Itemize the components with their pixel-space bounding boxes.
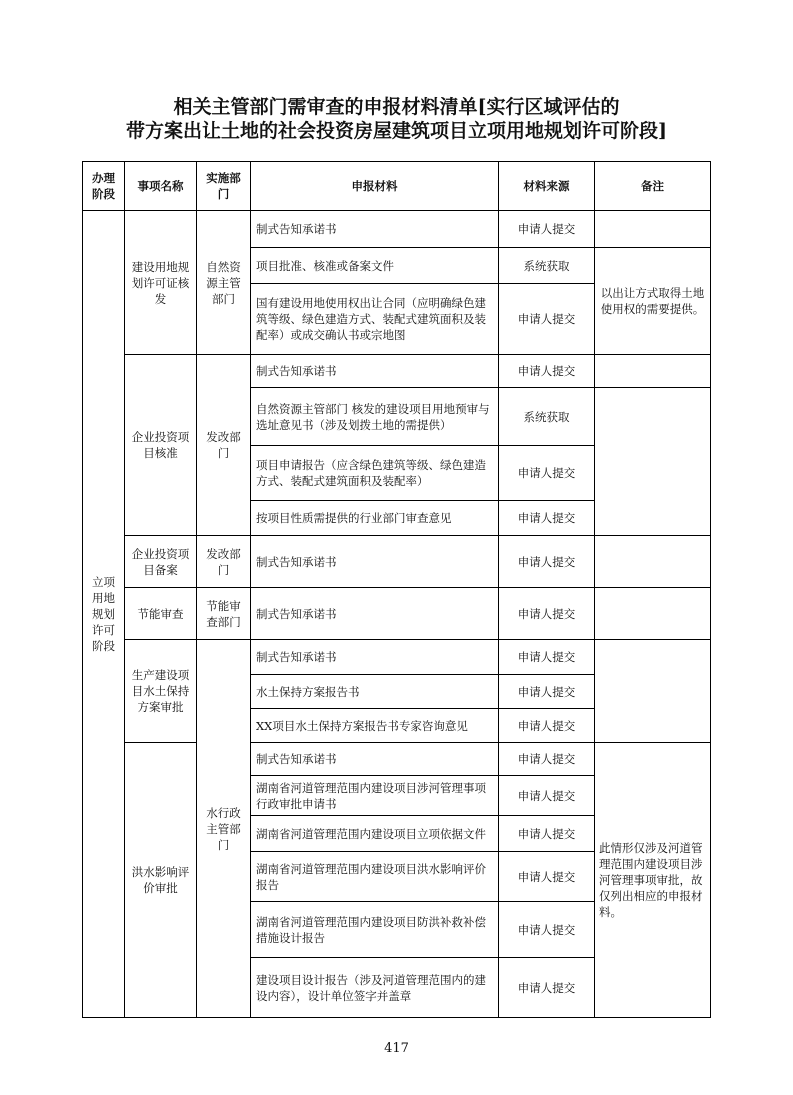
item-cell: 洪水影响评价审批: [125, 743, 197, 1018]
material-cell: 制式告知承诺书: [251, 211, 499, 248]
document-title-line1: 相关主管部门需审查的申报材料清单[实行区域评估的: [173, 96, 620, 118]
header-item: 事项名称: [125, 162, 197, 211]
material-cell: 湖南省河道管理范围内建设项目涉河管理事项行政审批申请书: [251, 776, 499, 816]
page-number: 417: [384, 1041, 409, 1056]
item-cell: 建设用地规划许可证核发: [125, 211, 197, 355]
source-cell: 申请人提交: [499, 284, 595, 355]
remark-cell-empty: [595, 388, 711, 536]
remark-cell-empty: [595, 355, 711, 388]
dept-cell: 自然资源主管部门: [197, 211, 251, 355]
material-cell: 建设项目设计报告（涉及河道管理范围内的建设内容），设计单位签字并盖章: [251, 958, 499, 1018]
header-source: 材料来源: [499, 162, 595, 211]
material-cell: 湖南省河道管理范围内建设项目防洪补救补偿措施设计报告: [251, 902, 499, 958]
material-cell: 项目批准、核准或备案文件: [251, 248, 499, 284]
source-cell: 申请人提交: [499, 536, 595, 588]
source-cell: 申请人提交: [499, 958, 595, 1018]
remark-cell-empty: [595, 211, 711, 248]
dept-cell: 发改部门: [197, 355, 251, 536]
source-cell: 申请人提交: [499, 355, 595, 388]
remark-cell-empty: [595, 640, 711, 743]
dept-cell: 发改部门: [197, 536, 251, 588]
remark-cell-empty: [595, 588, 711, 640]
remark-cell: 此情形仅涉及河道管理范围内建设项目涉河管理事项审批，故仅列出相应的申报材料。: [595, 743, 711, 1018]
materials-table: [82, 161, 711, 1018]
source-cell: 系统获取: [499, 388, 595, 446]
table-row: [83, 588, 711, 640]
source-cell: 申请人提交: [499, 588, 595, 640]
item-cell: 生产建设项目水土保持方案审批: [125, 640, 197, 743]
material-cell: XX项目水土保持方案报告书专家咨询意见: [251, 709, 499, 743]
source-cell: 申请人提交: [499, 743, 595, 776]
material-cell: 按项目性质需提供的行业部门审查意见: [251, 501, 499, 536]
table-row: [83, 211, 711, 248]
remark-cell: 以出让方式取得土地使用权的需要提供。: [595, 248, 711, 355]
material-cell: 制式告知承诺书: [251, 640, 499, 675]
source-cell: 申请人提交: [499, 501, 595, 536]
table-row: [83, 355, 711, 388]
item-cell: 企业投资项目核准: [125, 355, 197, 536]
source-cell: 申请人提交: [499, 852, 595, 902]
source-cell: 申请人提交: [499, 816, 595, 852]
header-dept: 实施部门: [197, 162, 251, 211]
table-row: [83, 640, 711, 675]
material-cell: 湖南省河道管理范围内建设项目洪水影响评价报告: [251, 852, 499, 902]
stage-cell: 立项用地规划许可阶段: [83, 211, 125, 1018]
material-cell: 自然资源主管部门 核发的建设项目用地预审与选址意见书（涉及划拨土地的需提供）: [251, 388, 499, 446]
material-cell: 水土保持方案报告书: [251, 675, 499, 709]
source-cell: 申请人提交: [499, 709, 595, 743]
material-cell: 湖南省河道管理范围内建设项目立项依据文件: [251, 816, 499, 852]
table-header-row: [83, 162, 711, 211]
source-cell: 申请人提交: [499, 640, 595, 675]
dept-cell: 节能审查部门: [197, 588, 251, 640]
source-cell: 申请人提交: [499, 902, 595, 958]
material-cell: 制式告知承诺书: [251, 355, 499, 388]
header-material: 申报材料: [251, 162, 499, 211]
item-cell: 节能审查: [125, 588, 197, 640]
header-remark: 备注: [595, 162, 711, 211]
material-cell: 制式告知承诺书: [251, 536, 499, 588]
document-title-line2: 带方案出让土地的社会投资房屋建筑项目立项用地规划许可阶段]: [126, 120, 667, 142]
source-cell: 申请人提交: [499, 446, 595, 501]
material-cell: 制式告知承诺书: [251, 743, 499, 776]
source-cell: 系统获取: [499, 248, 595, 284]
material-cell: 项目申请报告（应含绿色建筑等级、绿色建造方式、装配式建筑面积及装配率）: [251, 446, 499, 501]
header-stage: 办理阶段: [83, 162, 125, 211]
material-cell: 国有建设用地使用权出让合同（应明确绿色建筑等级、绿色建造方式、装配式建筑面积及装配率）或成交确认书或宗地图: [251, 284, 499, 355]
dept-cell: 水行政主管部门: [197, 640, 251, 1018]
source-cell: 申请人提交: [499, 211, 595, 248]
material-cell: 制式告知承诺书: [251, 588, 499, 640]
source-cell: 申请人提交: [499, 776, 595, 816]
remark-cell-empty: [595, 536, 711, 588]
table-row: [83, 536, 711, 588]
item-cell: 企业投资项目备案: [125, 536, 197, 588]
table-row: [83, 743, 711, 776]
source-cell: 申请人提交: [499, 675, 595, 709]
